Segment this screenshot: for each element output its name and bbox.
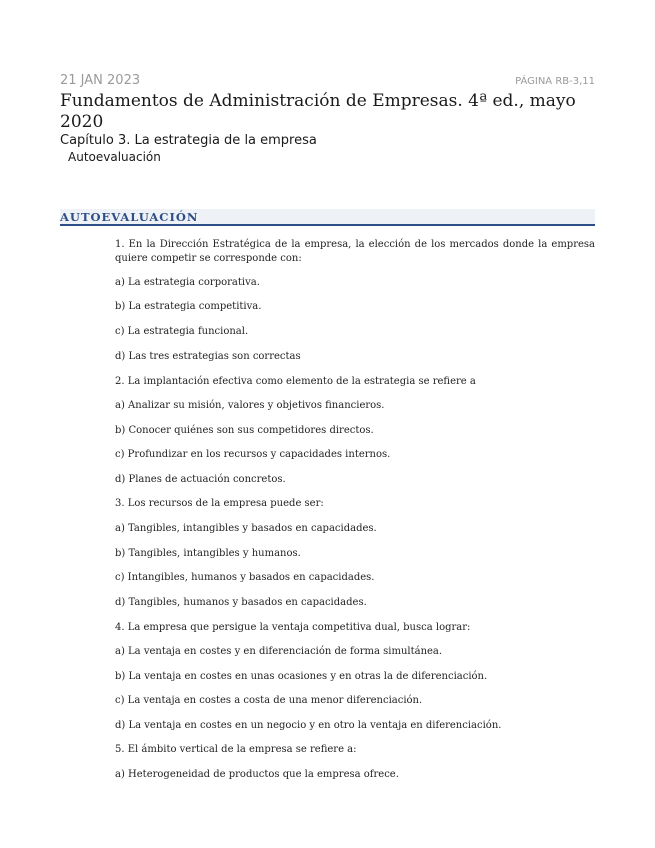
option-1c: c) La estrategia funcional. (115, 326, 249, 337)
header-page-label: PÁGINA RB-3,11 (515, 76, 595, 87)
option-4c: c) La ventaja en costes a costa de una menor diferenciación. (115, 695, 423, 706)
section-heading: AUTOEVALUACIÓN (60, 210, 199, 224)
option-1d: d) Las tres estrategias son correctas (115, 351, 301, 362)
option-2c: c) Profundizar en los recursos y capacidades internos. (115, 449, 391, 460)
option-5a: a) Heterogeneidad de productos que la empresa ofrece. (115, 769, 399, 780)
subsection-title: Autoevaluación (68, 150, 161, 164)
question-3: 3. Los recursos de la empresa puede ser: (115, 498, 324, 509)
option-1b: b) La estrategia competitiva. (115, 301, 262, 312)
document-title: Fundamentos de Administración de Empresas. 4ª ed., mayo 2020 (60, 91, 576, 132)
option-2d: d) Planes de actuación concretos. (115, 474, 286, 485)
section-heading-bar (60, 209, 595, 226)
question-4: 4. La empresa que persigue la ventaja competitiva dual, busca lograr: (115, 622, 471, 633)
option-2b: b) Conocer quiénes son sus competidores directos. (115, 425, 374, 436)
option-3a: a) Tangibles, intangibles y basados en capacidades. (115, 523, 377, 534)
option-3d: d) Tangibles, humanos y basados en capacidades. (115, 597, 367, 608)
option-4a: a) La ventaja en costes y en diferenciación de forma simultánea. (115, 646, 443, 657)
header-date: 21 JAN 2023 (60, 73, 141, 88)
question-5: 5. El ámbito vertical de la empresa se refiere a: (115, 744, 357, 755)
chapter-title: Capítulo 3. La estrategia de la empresa (60, 133, 317, 148)
option-2a: a) Analizar su misión, valores y objetivos financieros. (115, 400, 385, 411)
question-1: 1. En la Dirección Estratégica de la empresa, la elección de los mercados donde la empresa quiere competir se corresponde con: (115, 239, 595, 264)
option-4d: d) La ventaja en costes en un negocio y en otro la ventaja en diferenciación. (115, 720, 502, 731)
option-4b: b) La ventaja en costes en unas ocasiones y en otras la de diferenciación. (115, 671, 488, 682)
option-3b: b) Tangibles, intangibles y humanos. (115, 548, 301, 559)
question-2: 2. La implantación efectiva como elemento de la estrategia se refiere a (115, 376, 476, 387)
option-1a: a) La estrategia corporativa. (115, 277, 260, 288)
option-3c: c) Intangibles, humanos y basados en capacidades. (115, 572, 375, 583)
